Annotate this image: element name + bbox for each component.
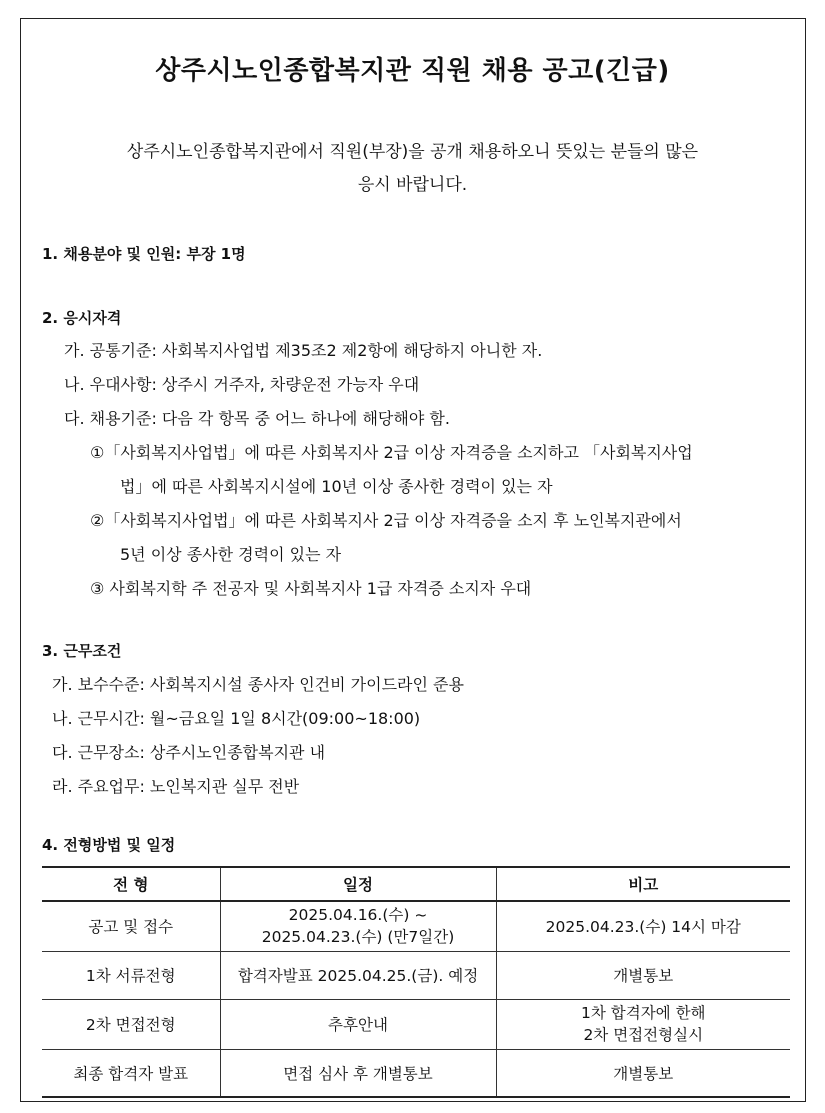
schedule-line: 2025.04.16.(수) ~	[288, 906, 428, 925]
intro-line-2: 응시 바랍니다.	[357, 175, 468, 195]
stage-cell: 공고 및 접수	[42, 901, 220, 951]
note-cell: 개별통보	[496, 951, 790, 999]
section-4-heading: 4. 전형방법 및 일정	[42, 836, 176, 854]
page-title: 상주시노인종합복지관 직원 채용 공고(긴급)	[155, 56, 670, 86]
schedule-cell	[220, 901, 496, 951]
note-cell	[496, 999, 790, 1049]
condition-ra: 라. 주요업무: 노인복지관 실무 전반	[52, 777, 300, 796]
stage-cell: 1차 서류전형	[42, 951, 220, 999]
section-2-heading: 2. 응시자격	[42, 309, 122, 327]
table-row	[42, 951, 790, 999]
schedule-line: 2025.04.23.(수) (만7일간)	[261, 928, 455, 947]
schedule-cell: 면접 심사 후 개별통보	[220, 1049, 496, 1097]
schedule-table	[42, 866, 790, 1098]
criterion-1-line-1: ①「사회복지사업법」에 따른 사회복지사 2급 이상 자격증을 소지하고 「사회복지사업	[90, 443, 693, 462]
criterion-3: ③ 사회복지학 주 전공자 및 사회복지사 1급 자격증 소지자 우대	[90, 579, 532, 598]
table-row	[42, 999, 790, 1049]
note-cell: 2025.04.23.(수) 14시 마감	[496, 901, 790, 951]
table-row	[42, 1049, 790, 1097]
table-row	[42, 901, 790, 951]
qualification-da: 다. 채용기준: 다음 각 항목 중 어느 하나에 해당해야 함.	[64, 409, 450, 428]
condition-da: 다. 근무장소: 상주시노인종합복지관 내	[52, 743, 326, 762]
qualification-na: 나. 우대사항: 상주시 거주자, 차량운전 가능자 우대	[64, 375, 420, 394]
schedule-cell: 추후안내	[220, 999, 496, 1049]
header-stage: 전 형	[42, 867, 220, 901]
note-line: 2차 면접전형실시	[583, 1026, 704, 1044]
note-cell: 개별통보	[496, 1049, 790, 1097]
condition-ga: 가. 보수수준: 사회복지시설 종사자 인건비 가이드라인 준용	[52, 675, 464, 694]
schedule-cell: 합격자발표 2025.04.25.(금). 예정	[220, 951, 496, 999]
condition-na: 나. 근무시간: 월~금요일 1일 8시간(09:00~18:00)	[52, 709, 421, 728]
criterion-1-line-2: 법」에 따른 사회복지시설에 10년 이상 종사한 경력이 있는 자	[120, 477, 553, 496]
stage-cell: 2차 면접전형	[42, 999, 220, 1049]
table-header-row	[42, 867, 790, 901]
criterion-2-line-1: ②「사회복지사업법」에 따른 사회복지사 2급 이상 자격증을 소지 후 노인복지관에서	[90, 511, 682, 530]
header-schedule: 일정	[220, 867, 496, 901]
section-1-heading: 1. 채용분야 및 인원: 부장 1명	[42, 245, 246, 263]
header-note: 비고	[496, 867, 790, 901]
note-line: 1차 합격자에 한해	[580, 1004, 706, 1022]
intro-line-1: 상주시노인종합복지관에서 직원(부장)을 공개 채용하오니 뜻있는 분들의 많은	[126, 142, 699, 162]
qualification-ga: 가. 공통기준: 사회복지사업법 제35조2 제2항에 해당하지 아니한 자.	[64, 341, 543, 360]
section-3-heading: 3. 근무조건	[42, 642, 122, 660]
criterion-2-line-2: 5년 이상 종사한 경력이 있는 자	[120, 545, 342, 564]
stage-cell: 최종 합격자 발표	[42, 1049, 220, 1097]
intro-paragraph	[60, 136, 765, 202]
